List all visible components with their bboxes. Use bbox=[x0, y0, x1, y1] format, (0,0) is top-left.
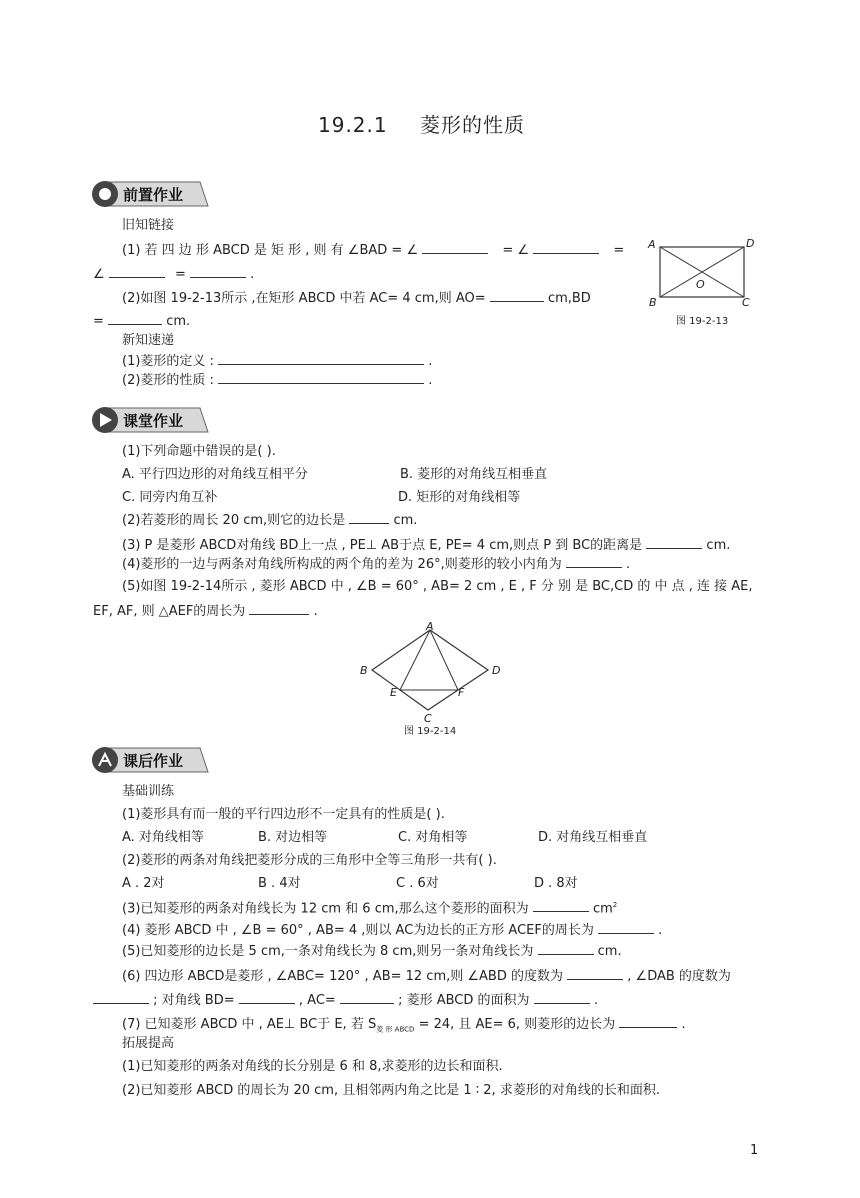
answer-blank bbox=[567, 967, 623, 980]
figure-caption: 图 19-2-14 bbox=[404, 726, 457, 737]
figure-caption: 图 19-2-13 bbox=[676, 316, 729, 327]
after-q1-option-c: C. 对角相等 bbox=[398, 830, 468, 845]
answer-blank bbox=[340, 991, 394, 1004]
answer-blank bbox=[349, 511, 389, 524]
after-q7: (7) 已知菱形 ABCD 中 , AE⊥ BC于 E, 若 $S_{菱 形 ABCD} = 24$, 且 AE= 6, 则菱形的边长为 . bbox=[122, 1017, 686, 1034]
rhombus-definition-line: (1)菱形的定义 : . bbox=[122, 354, 433, 369]
answer-blank bbox=[533, 241, 599, 254]
page-number: 1 bbox=[750, 1143, 759, 1158]
pre-work-badge bbox=[90, 178, 210, 208]
pre-q2-line1: (2)如图 19-2-13所示 ,在矩形 ABCD 中若 AC= 4 cm,则 AO= cm,BD bbox=[122, 291, 591, 306]
extension-q1: (1)已知菱形的两条对角线的长分别是 6 和 8,求菱形的边长和面积. bbox=[122, 1059, 503, 1074]
vertex-label-d: D bbox=[492, 664, 501, 677]
class-q4: (4)菱形的一边与两条对角线所构成的两个角的差为 26°,则菱形的较小内角为 . bbox=[122, 557, 631, 572]
answer-blank bbox=[108, 312, 162, 325]
class-work-label: 课堂作业 bbox=[123, 412, 184, 430]
answer-blank bbox=[534, 991, 590, 1004]
vertex-label-b: B bbox=[360, 664, 368, 677]
new-knowledge-heading: 新知速递 bbox=[122, 333, 175, 348]
vertex-label-d: D bbox=[746, 237, 755, 250]
answer-blank bbox=[566, 555, 622, 568]
after-class-badge bbox=[90, 744, 210, 774]
class-q1: (1)下列命题中错误的是( ). bbox=[122, 444, 276, 459]
class-q2: (2)若菱形的周长 20 cm,则它的边长是 cm. bbox=[122, 513, 418, 528]
class-q1-option-c: C. 同旁内角互补 bbox=[122, 490, 218, 505]
answer-blank bbox=[109, 265, 165, 278]
extension-heading: 拓展提高 bbox=[122, 1036, 175, 1051]
class-q1-option-d: D. 矩形的对角线相等 bbox=[398, 490, 521, 505]
pre-q1-line1: (1) 若 四 边 形 ABCD 是 矩 形 , 则 有 ∠BAD = ∠ = ∠ = bbox=[122, 243, 625, 258]
rhombus-property-line: (2)菱形的性质 : . bbox=[122, 373, 433, 388]
answer-blank bbox=[422, 241, 488, 254]
after-class-label: 课后作业 bbox=[123, 752, 184, 770]
class-q3: (3) P 是菱形 ABCD对角线 BD上一点 , PE⊥ AB于点 E, PE= 4 cm,则点 P 到 BC的距离是 cm. bbox=[122, 538, 731, 553]
after-q5: (5)已知菱形的边长是 5 cm,一条对角线长为 8 cm,则另一条对角线长为 cm. bbox=[122, 944, 622, 959]
vertex-label-a: A bbox=[648, 238, 656, 251]
after-q6-line1: (6) 四边形 ABCD是菱形 , ∠ABC= 120° , AB= 12 cm,则 ∠ABD 的度数为 , ∠DAB 的度数为 bbox=[122, 969, 731, 984]
after-q2-option-d: D . 8对 bbox=[534, 876, 578, 891]
section-number: 19.2.1 bbox=[318, 113, 388, 137]
vertex-label-a: A bbox=[426, 620, 434, 633]
after-q4: (4) 菱形 ABCD 中 , ∠B = 60° , AB= 4 ,则以 AC为边长的正方形 ACEF的周长为 . bbox=[122, 923, 663, 938]
answer-blank bbox=[93, 991, 149, 1004]
after-q2-option-a: A . 2对 bbox=[122, 876, 165, 891]
answer-blank bbox=[646, 536, 702, 549]
class-work-badge bbox=[90, 404, 210, 434]
vertex-label-c: C bbox=[742, 296, 750, 309]
rhombus-figure bbox=[352, 620, 512, 738]
basic-training-heading: 基础训练 bbox=[122, 784, 175, 799]
after-q1-option-a: A. 对角线相等 bbox=[122, 830, 204, 845]
page-title: 菱形的性质 bbox=[420, 113, 525, 137]
after-q2-option-b: B . 4对 bbox=[258, 876, 301, 891]
class-q5-line2: EF, AF, 则 △AEF的周长为 . bbox=[93, 604, 318, 619]
after-q3: (3)已知菱形的两条对角线长为 12 cm 和 6 cm,那么这个菱形的面积为 $cm^2$ bbox=[122, 901, 618, 917]
answer-blank bbox=[490, 289, 544, 302]
rectangle-figure bbox=[646, 236, 758, 332]
answer-blank bbox=[598, 921, 654, 934]
answer-blank bbox=[538, 942, 594, 955]
point-label-f: F bbox=[458, 686, 465, 699]
class-q5-line1: (5)如图 19-2-14所示 , 菱形 ABCD 中 , ∠B = 60° , AB= 2 cm , E , F 分 别 是 BC,CD 的 中 点 , 连 接 AE, bbox=[122, 579, 753, 594]
class-q1-option-a: A. 平行四边形的对角线互相平分 bbox=[122, 467, 308, 482]
answer-blank bbox=[239, 991, 295, 1004]
vertex-label-b: B bbox=[649, 296, 657, 309]
after-q1-option-d: D. 对角线互相垂直 bbox=[538, 830, 648, 845]
point-label-e: E bbox=[390, 686, 397, 699]
extension-q2: (2)已知菱形 ABCD 的周长为 20 cm, 且相邻两内角之比是 1 ∶ 2, 求菱形的对角线的长和面积. bbox=[122, 1083, 660, 1098]
after-q1-option-b: B. 对边相等 bbox=[258, 830, 328, 845]
after-q6-line2: ; 对角线 BD= , AC= ; 菱形 ABCD 的面积为 . bbox=[93, 991, 598, 1010]
answer-blank bbox=[249, 602, 309, 615]
answer-blank bbox=[533, 899, 589, 912]
pre-q1-line2: ∠ = . bbox=[93, 267, 255, 282]
after-q1: (1)菱形具有而一般的平行四边形不一定具有的性质是( ). bbox=[122, 807, 445, 822]
old-knowledge-heading: 旧知链接 bbox=[122, 218, 175, 233]
after-q2-option-c: C . 6对 bbox=[396, 876, 439, 891]
class-q1-option-b: B. 菱形的对角线互相垂直 bbox=[400, 467, 548, 482]
answer-blank bbox=[619, 1015, 677, 1028]
answer-blank bbox=[190, 265, 246, 278]
center-label-o: O bbox=[696, 278, 705, 291]
vertex-label-c: C bbox=[424, 712, 432, 725]
pre-work-label: 前置作业 bbox=[123, 186, 184, 204]
pre-q2-line2: = cm. bbox=[93, 314, 191, 329]
after-q2: (2)菱形的两条对角线把菱形分成的三角形中全等三角形一共有( ). bbox=[122, 853, 497, 868]
answer-blank bbox=[218, 352, 424, 365]
answer-blank bbox=[218, 371, 424, 384]
